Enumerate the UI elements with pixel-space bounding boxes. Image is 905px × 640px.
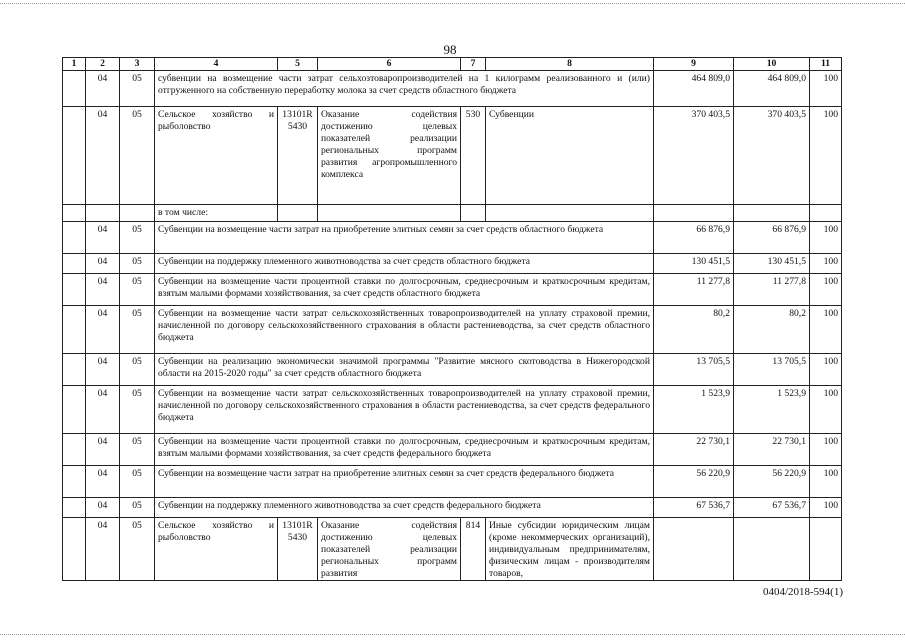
section-cell: 04 bbox=[86, 434, 120, 466]
percent-cell bbox=[810, 518, 842, 581]
expense-name-text: Иные субсидии юридическим лицам (кроме некоммерческих организаций), индивидуальным предпринимателям, физическим лицам - производителям товаров, bbox=[489, 520, 650, 578]
percent-cell: 100 bbox=[810, 254, 842, 274]
percent-cell: 100 bbox=[810, 434, 842, 466]
col1-cell bbox=[63, 274, 86, 306]
table-row bbox=[63, 466, 842, 498]
amount-cell: 130 451,5 bbox=[654, 254, 734, 274]
subsection-cell bbox=[120, 205, 155, 222]
percent-cell: 100 bbox=[810, 71, 842, 107]
section-cell: 04 bbox=[86, 71, 120, 107]
col1-cell bbox=[63, 466, 86, 498]
executed-cell: 130 451,5 bbox=[734, 254, 810, 274]
header-cell: 4 bbox=[155, 58, 278, 71]
amount-cell: 80,2 bbox=[654, 306, 734, 354]
percent-cell: 100 bbox=[810, 107, 842, 205]
section-cell: 04 bbox=[86, 107, 120, 205]
program-name-cell: Сельское хозяйство и рыболовство bbox=[155, 107, 278, 205]
subsection-cell: 05 bbox=[120, 254, 155, 274]
table-row bbox=[63, 205, 842, 222]
col1-cell bbox=[63, 107, 86, 205]
section-cell bbox=[86, 205, 120, 222]
table-row bbox=[63, 498, 842, 518]
subsection-cell: 05 bbox=[120, 274, 155, 306]
program-description-text: Оказание содействия достижению целевых показателей реализации региональных программ развития bbox=[321, 520, 457, 578]
header-cell: 7 bbox=[461, 58, 486, 71]
page-number: 98 bbox=[443, 42, 457, 57]
empty-cell bbox=[734, 205, 810, 222]
target-article-cell: 13101R 5430 bbox=[278, 107, 318, 205]
col1-cell bbox=[63, 306, 86, 354]
description-cell: Субвенции на возмещение части затрат на приобретение элитных семян за счет средств федерального бюджета bbox=[155, 466, 654, 498]
percent-cell: 100 bbox=[810, 222, 842, 254]
table-row bbox=[63, 518, 842, 581]
col1-cell bbox=[63, 205, 86, 222]
executed-cell: 464 809,0 bbox=[734, 71, 810, 107]
table-row bbox=[63, 254, 842, 274]
budget-table bbox=[62, 57, 842, 581]
executed-cell: 370 403,5 bbox=[734, 107, 810, 205]
section-cell: 04 bbox=[86, 518, 120, 581]
table-header-row bbox=[63, 58, 842, 71]
col1-cell bbox=[63, 518, 86, 581]
percent-cell: 100 bbox=[810, 274, 842, 306]
subsection-cell: 05 bbox=[120, 222, 155, 254]
table-row bbox=[63, 107, 842, 205]
description-cell: Субвенции на возмещение части процентной ставки по долгосрочным, среднесрочным и краткосрочным кредитам, взятым малыми формами хозяйствования, за счет средств федерального бюджета bbox=[155, 434, 654, 466]
table-row bbox=[63, 222, 842, 254]
header-cell: 11 bbox=[810, 58, 842, 71]
executed-cell bbox=[734, 518, 810, 581]
executed-cell: 80,2 bbox=[734, 306, 810, 354]
expense-name-cell: Субвенции bbox=[486, 107, 654, 205]
executed-cell: 66 876,9 bbox=[734, 222, 810, 254]
amount-cell: 11 277,8 bbox=[654, 274, 734, 306]
header-cell: 1 bbox=[63, 58, 86, 71]
subsection-cell: 05 bbox=[120, 498, 155, 518]
table-row bbox=[63, 71, 842, 107]
subsection-cell: 05 bbox=[120, 434, 155, 466]
table-row bbox=[63, 306, 842, 354]
amount-cell: 56 220,9 bbox=[654, 466, 734, 498]
amount-cell: 22 730,1 bbox=[654, 434, 734, 466]
section-cell: 04 bbox=[86, 254, 120, 274]
section-cell: 04 bbox=[86, 386, 120, 434]
empty-cell bbox=[461, 205, 486, 222]
description-cell: Субвенции на поддержку племенного животноводства за счет средств федерального бюджета bbox=[155, 498, 654, 518]
percent-cell: 100 bbox=[810, 306, 842, 354]
scan-edge-bottom bbox=[0, 634, 905, 635]
table-body bbox=[63, 58, 842, 581]
header-cell: 8 bbox=[486, 58, 654, 71]
description-cell: Субвенции на возмещение части затрат на приобретение элитных семян за счет средств областного бюджета bbox=[155, 222, 654, 254]
empty-cell bbox=[654, 205, 734, 222]
percent-cell: 100 bbox=[810, 354, 842, 386]
document-code: 0404/2018-594(1) bbox=[762, 586, 843, 598]
description-cell: Субвенции на поддержку племенного животноводства за счет средств областного бюджета bbox=[155, 254, 654, 274]
amount-cell: 66 876,9 bbox=[654, 222, 734, 254]
executed-cell: 56 220,9 bbox=[734, 466, 810, 498]
scan-edge-top bbox=[0, 3, 905, 4]
section-cell: 04 bbox=[86, 466, 120, 498]
empty-cell bbox=[318, 205, 461, 222]
table-row bbox=[63, 434, 842, 466]
subsection-cell: 05 bbox=[120, 107, 155, 205]
section-cell: 04 bbox=[86, 274, 120, 306]
subsection-cell: 05 bbox=[120, 306, 155, 354]
amount-cell bbox=[654, 518, 734, 581]
col1-cell bbox=[63, 434, 86, 466]
col1-cell bbox=[63, 254, 86, 274]
col1-cell bbox=[63, 354, 86, 386]
section-cell: 04 bbox=[86, 498, 120, 518]
header-cell: 10 bbox=[734, 58, 810, 71]
executed-cell: 22 730,1 bbox=[734, 434, 810, 466]
expense-type-cell: 814 bbox=[461, 518, 486, 581]
subsection-cell: 05 bbox=[120, 518, 155, 581]
percent-cell: 100 bbox=[810, 386, 842, 434]
expense-name-cell bbox=[486, 518, 654, 581]
table-row bbox=[63, 274, 842, 306]
col1-cell bbox=[63, 71, 86, 107]
subsection-cell: 05 bbox=[120, 386, 155, 434]
table-row bbox=[63, 386, 842, 434]
percent-cell: 100 bbox=[810, 498, 842, 518]
subsection-cell: 05 bbox=[120, 466, 155, 498]
description-cell: субвенции на возмещение части затрат сельхозтоваропроизводителей на 1 килограмм реализованного и (или) отгруженного на собственную переработку молока за счет средств областного бюджета bbox=[155, 71, 654, 107]
col1-cell bbox=[63, 386, 86, 434]
subsection-cell: 05 bbox=[120, 71, 155, 107]
section-cell: 04 bbox=[86, 222, 120, 254]
empty-cell bbox=[486, 205, 654, 222]
description-cell: Субвенции на возмещение части затрат сельскохозяйственных товаропроизводителей на уплату страховой премии, начисленной по договору сельскохозяйственного страхования в области растениеводства, за счет средств федерального бюджета bbox=[155, 386, 654, 434]
executed-cell: 13 705,5 bbox=[734, 354, 810, 386]
col1-cell bbox=[63, 222, 86, 254]
header-cell: 9 bbox=[654, 58, 734, 71]
subsection-cell: 05 bbox=[120, 354, 155, 386]
table-row bbox=[63, 354, 842, 386]
description-cell: Субвенции на возмещение части процентной ставки по долгосрочным, среднесрочным и краткосрочным кредитам, взятым малыми формами хозяйствования, за счет средств областного бюджета bbox=[155, 274, 654, 306]
amount-cell: 1 523,9 bbox=[654, 386, 734, 434]
program-name-cell: Сельское хозяйство и рыболовство bbox=[155, 518, 278, 581]
empty-cell bbox=[278, 205, 318, 222]
executed-cell: 67 536,7 bbox=[734, 498, 810, 518]
note-cell: в том числе: bbox=[155, 205, 278, 222]
amount-cell: 13 705,5 bbox=[654, 354, 734, 386]
description-cell: Субвенции на возмещение части затрат сельскохозяйственных товаропроизводителей на уплату страховой премии, начисленной по договору сельскохозяйственного страхования в области растениеводства, за счет средств областного бюджета bbox=[155, 306, 654, 354]
expense-type-cell: 530 bbox=[461, 107, 486, 205]
header-cell: 6 bbox=[318, 58, 461, 71]
col1-cell bbox=[63, 498, 86, 518]
section-cell: 04 bbox=[86, 306, 120, 354]
target-article-cell: 13101R 5430 bbox=[278, 518, 318, 581]
section-cell: 04 bbox=[86, 354, 120, 386]
executed-cell: 11 277,8 bbox=[734, 274, 810, 306]
program-description-cell: Оказание содействия достижению целевых показателей реализации региональных программ развития агропромышленного комплекса bbox=[318, 107, 461, 205]
empty-cell bbox=[810, 205, 842, 222]
program-description-cell bbox=[318, 518, 461, 581]
executed-cell: 1 523,9 bbox=[734, 386, 810, 434]
header-cell: 2 bbox=[86, 58, 120, 71]
percent-cell: 100 bbox=[810, 466, 842, 498]
amount-cell: 67 536,7 bbox=[654, 498, 734, 518]
amount-cell: 464 809,0 bbox=[654, 71, 734, 107]
amount-cell: 370 403,5 bbox=[654, 107, 734, 205]
description-cell: Субвенции на реализацию экономически значимой программы "Развитие мясного скотоводства в Нижегородской области на 2015-2020 годы" за счет средств областного бюджета bbox=[155, 354, 654, 386]
header-cell: 3 bbox=[120, 58, 155, 71]
header-cell: 5 bbox=[278, 58, 318, 71]
